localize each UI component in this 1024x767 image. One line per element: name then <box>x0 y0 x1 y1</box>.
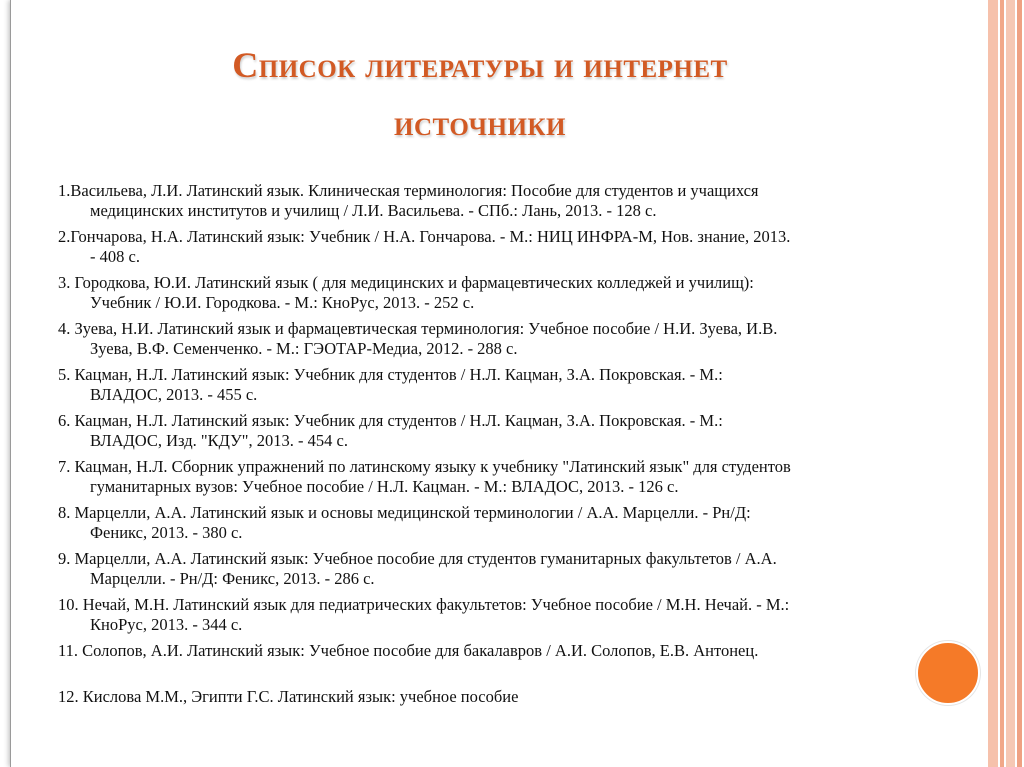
slide-title-line-2: источники <box>394 103 566 143</box>
reference-item-9-line-2: Марцелли. - Рн/Д: Феникс, 2013. - 286 с. <box>90 569 375 588</box>
slide-title-line-1: Список литературы и интернет <box>232 45 728 85</box>
reference-item-10-line-1: 10. Нечай, М.Н. Латинский язык для педиатрических факультетов: Учебное пособие / М.Н. Нечай. - М.: <box>58 595 790 614</box>
reference-item-6-line-2: ВЛАДОС, Изд. "КДУ", 2013. - 454 с. <box>90 431 348 450</box>
slide-title <box>120 36 840 152</box>
decorative-side-stripes <box>986 0 1024 767</box>
reference-item-6-line-1: 6. Кацман, Н.Л. Латинский язык: Учебник для студентов / Н.Л. Кацман, З.А. Покровская. - М.: <box>58 411 723 430</box>
reference-item-1-line-1: 1.Васильева, Л.И. Латинский язык. Клиническая терминология: Пособие для студентов и учащихся <box>58 181 759 200</box>
reference-item-5 <box>58 365 958 405</box>
reference-item-12 <box>58 687 958 707</box>
stripe-1 <box>988 0 998 767</box>
orange-circle-decoration <box>916 641 980 705</box>
reference-item-4-line-2: Зуева, В.Ф. Семенченко. - М.: ГЭОТАР-Медиа, 2012. - 288 с. <box>90 339 518 358</box>
reference-item-11 <box>58 641 958 661</box>
reference-item-6 <box>58 411 958 451</box>
reference-item-7 <box>58 457 958 497</box>
reference-list <box>58 181 958 713</box>
reference-item-12-line-1: 12. Кислова М.М., Эгипти Г.С. Латинский язык: учебное пособие <box>58 687 519 706</box>
reference-item-3 <box>58 273 958 313</box>
reference-item-4-line-1: 4. Зуева, Н.И. Латинский язык и фармацевтическая терминология: Учебное пособие / Н.И. Зуева, И.В. <box>58 319 778 338</box>
reference-item-2-line-1: 2.Гончарова, Н.А. Латинский язык: Учебник / Н.А. Гончарова. - М.: НИЦ ИНФРА-М, Нов. знание, 2013. <box>58 227 791 246</box>
reference-item-9-line-1: 9. Марцелли, А.А. Латинский язык: Учебное пособие для студентов гуманитарных факультетов / А.А. <box>58 549 777 568</box>
reference-item-11-line-1: 11. Солопов, А.И. Латинский язык: Учебное пособие для бакалавров / А.И. Солопов, Е.В. Антонец. <box>58 641 759 660</box>
stripe-2 <box>1000 0 1004 767</box>
reference-item-10 <box>58 595 958 635</box>
reference-item-5-line-1: 5. Кацман, Н.Л. Латинский язык: Учебник для студентов / Н.Л. Кацман, З.А. Покровская. - М.: <box>58 365 723 384</box>
stripe-4 <box>1017 0 1022 767</box>
stripe-3 <box>1006 0 1015 767</box>
reference-item-5-line-2: ВЛАДОС, 2013. - 455 с. <box>90 385 258 404</box>
reference-item-3-line-2: Учебник / Ю.И. Городкова. - М.: КноРус, 2013. - 252 с. <box>90 293 475 312</box>
reference-item-7-line-1: 7. Кацман, Н.Л. Сборник упражнений по латинскому языку к учебнику "Латинский язык" для студентов <box>58 457 791 476</box>
reference-item-4 <box>58 319 958 359</box>
reference-item-1-line-2: медицинских институтов и училищ / Л.И. Васильева. - СПб.: Лань, 2013. - 128 с. <box>90 201 657 220</box>
reference-item-10-line-2: КноРус, 2013. - 344 с. <box>90 615 243 634</box>
reference-item-1 <box>58 181 958 221</box>
reference-item-8-line-1: 8. Марцелли, А.А. Латинский язык и основы медицинской терминологии / А.А. Марцелли. - Рн/Д: <box>58 503 751 522</box>
reference-item-8 <box>58 503 958 543</box>
reference-item-9 <box>58 549 958 589</box>
reference-item-8-line-2: Феникс, 2013. - 380 с. <box>90 523 243 542</box>
reference-item-7-line-2: гуманитарных вузов: Учебное пособие / Н.Л. Кацман. - М.: ВЛАДОС, 2013. - 126 с. <box>90 477 679 496</box>
reference-item-2-line-2: - 408 с. <box>90 247 140 266</box>
reference-item-3-line-1: 3. Городкова, Ю.И. Латинский язык ( для медицинских и фармацевтических колледжей и училищ): <box>58 273 754 292</box>
reference-item-2 <box>58 227 958 267</box>
